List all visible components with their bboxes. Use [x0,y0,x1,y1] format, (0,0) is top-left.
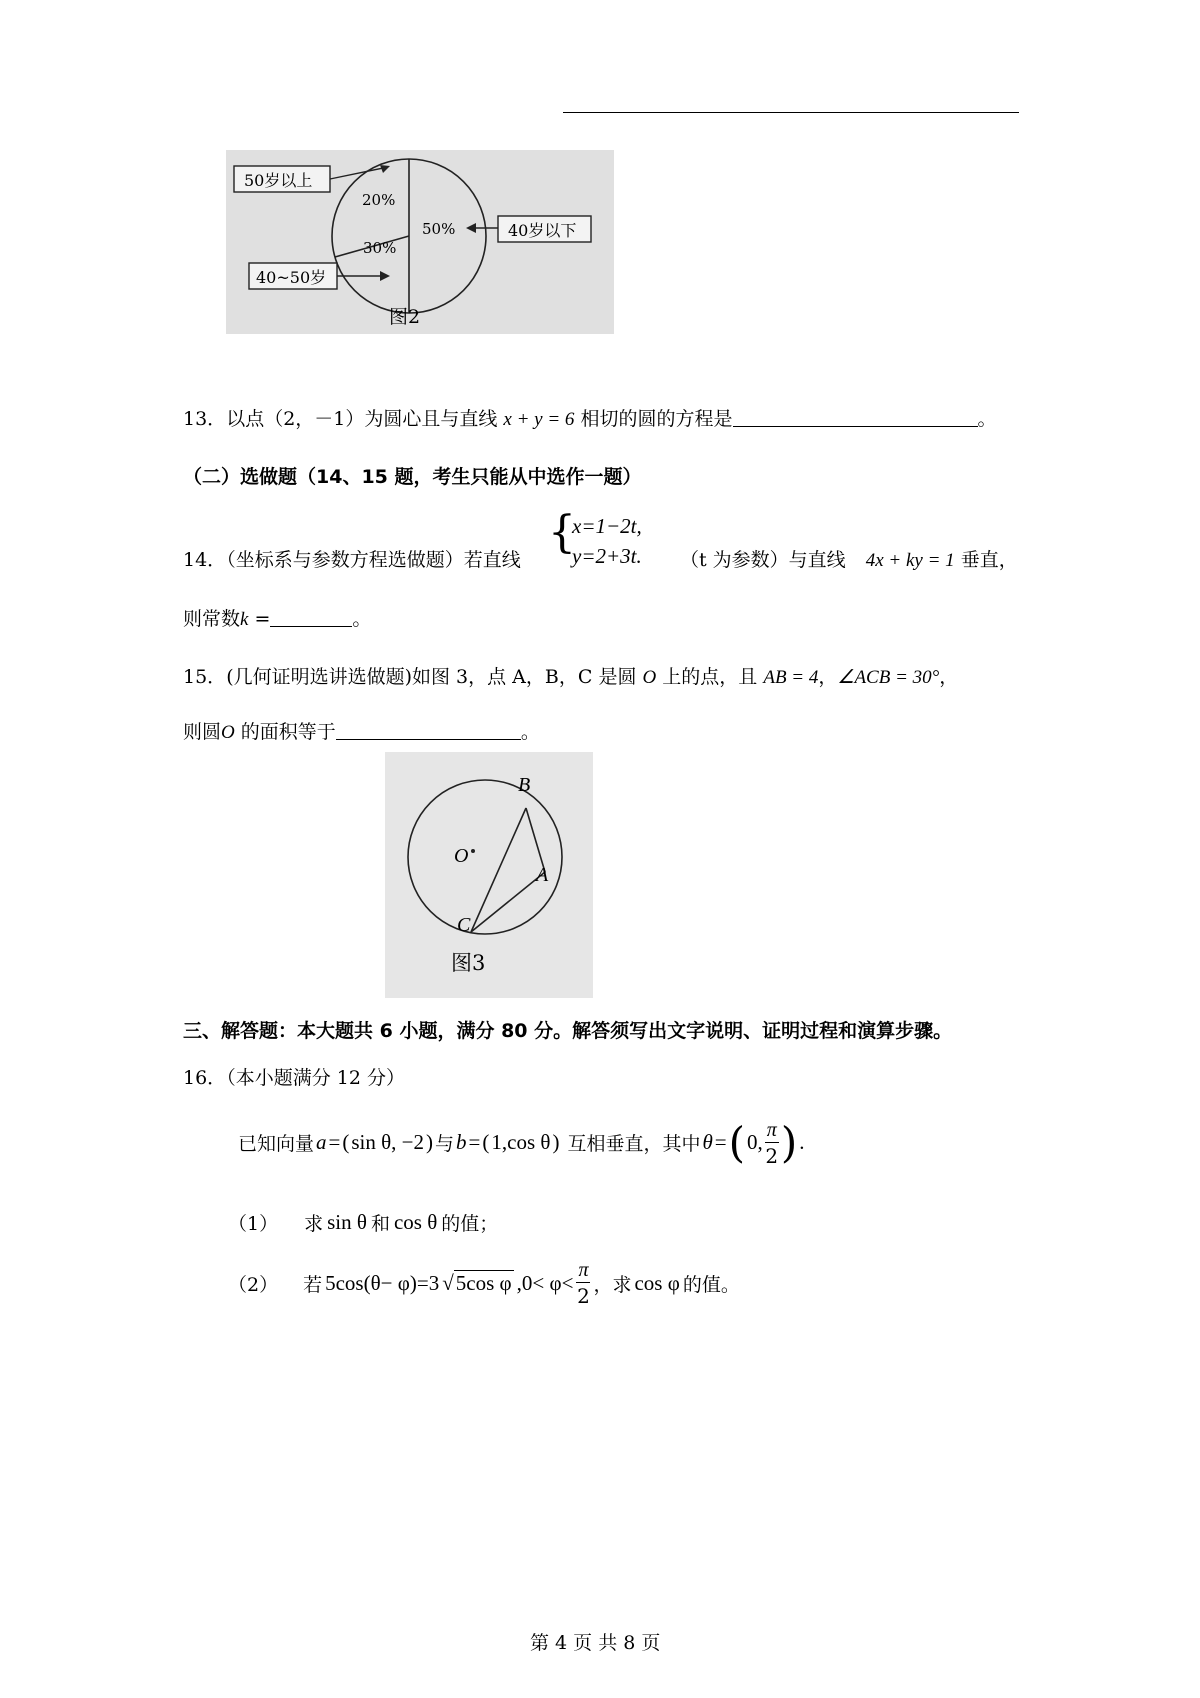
q14-answer-blank[interactable] [270,608,352,627]
q14-k: k [240,609,249,630]
q14-end: 。 [352,608,372,630]
question-14-line2 [183,604,371,631]
q16-eq3: = [714,1130,727,1154]
point-b-label: B [518,774,531,796]
q16-part1-text: 求 [304,1213,324,1235]
section-3-heading: 三、解答题：本大题共 6 小题，满分 80 分。解答须写出文字说明、证明过程和演算步骤。 [183,1020,953,1042]
q15-o2: O [221,722,235,743]
figure-3-svg [385,752,593,998]
q16-given-prefix: 已知向量 [238,1133,315,1155]
pct-50: 50% [422,220,456,238]
q16-a-paren-open: ( [342,1130,350,1154]
q15-line2-prefix: 则圆 [183,721,222,743]
page-footer: 第 4 页 共 8 页 [530,1632,661,1654]
q16-a-paren-close: ) [426,1130,434,1154]
q13-prefix: 以点（2，－1）为圆心且与直线 [226,408,498,430]
question-14-system [548,507,688,572]
figure-2 [226,150,614,334]
q16-eq2: = [468,1130,481,1154]
point-o-label: O [454,845,469,867]
q16-part1-cos: cos θ [393,1210,438,1234]
q16-interval-left: 0, [747,1130,763,1154]
q15-ab: AB = 4 [763,667,819,688]
label-40-50: 40~50岁 [256,268,327,287]
figure-3-caption: 图3 [451,951,486,975]
q16-b-vec: b [456,1130,467,1154]
q16-eq1: = [328,1130,341,1154]
q13-expr: x + y = 6 [503,409,575,430]
q14-prefix: （坐标系与参数方程选做题）若直线 [226,549,521,571]
q16-a-val: sin θ, −2 [351,1130,425,1154]
circle-o [408,780,562,934]
q16-b-paren-close: ) [552,1130,560,1154]
q16-theta: θ [702,1130,713,1154]
brace: { [548,507,576,558]
q15-end: 。 [520,721,540,743]
question-14-line1-right [680,545,1018,572]
q15-comma2: ， [939,666,959,688]
q16-b-val: 1,cos θ [491,1130,551,1154]
q16-part2-cos: cos φ [634,1270,680,1295]
question-15-line2 [183,717,540,744]
label-under-40: 40岁以下 [508,221,577,240]
q16-period: . [799,1130,805,1154]
q16-a-vec: a [316,1130,327,1154]
q15-line2-suffix: 的面积等于 [240,721,336,743]
question-16-header [183,1063,405,1090]
figure-3 [385,752,593,998]
q14-system-line2: y=2+3t. [572,544,642,568]
q16-b-paren-open: ( [482,1130,490,1154]
q15-text1: (几何证明选讲选做题)如图 3，点 A，B，C 是圆 [226,666,637,688]
question-14-line1 [183,545,521,572]
q16-part2-comma: ，求 [593,1273,632,1296]
q16-part2-expr2: ,0< φ< [516,1270,574,1295]
q16-part2-expr1: 5cos(θ− φ)=3 [325,1270,440,1295]
point-c-label: C [457,914,471,936]
q16-part2-two: 2 [577,1284,590,1308]
figure-2-caption: 图2 [389,306,421,328]
q16-part1-label: （1） [228,1213,279,1235]
question-15-line1 [183,662,958,689]
q16-part2-end: 的值。 [682,1273,740,1296]
q16-part1-sin: sin θ [327,1210,367,1234]
q13-suffix: 相切的圆的方程是 [580,408,733,430]
q14-expr: 4x + ky = 1 [865,550,955,571]
point-a-label: A [536,864,549,886]
q14-param-note: （t 为参数）与直线 [680,549,846,571]
section-optional-heading: （二）选做题（14、15 题，考生只能从中选作一题） [183,466,642,488]
q16-part2-text: 若 [303,1273,323,1296]
q14-line2-prefix: 则常数 [183,608,241,630]
q16-part1-and: 和 [370,1213,390,1235]
q16-interval-open: ( [728,1118,746,1167]
q13-number: 13． [183,408,227,430]
q16-number: 16． [183,1067,227,1089]
q16-part2-label: （2） [228,1273,279,1296]
q14-number: 14． [183,549,227,571]
q16-pi-over-2 [765,1120,779,1166]
q16-part2-pi-over-2 [576,1260,590,1306]
question-13 [183,404,997,431]
q16-part1-end: 的值； [441,1213,499,1235]
q16-points: （本小题满分 12 分） [226,1067,405,1089]
question-16-given [238,1118,804,1167]
q16-sqrt-sign: √ [442,1270,454,1295]
q16-part2-sqrt: 5cos φ [455,1271,512,1295]
q16-two: 2 [765,1143,779,1168]
q15-comma: ， [818,666,838,688]
q16-mutual: 互相垂直，其中 [567,1133,701,1155]
center-dot [471,849,475,853]
q15-o: O [642,667,657,688]
q15-angle: ∠ACB = 30° [837,667,940,688]
q16-with: 与 [435,1133,455,1155]
q16-interval-close: ) [780,1118,798,1167]
q16-part2-pi: π [578,1259,589,1281]
pct-20: 20% [362,191,396,209]
q15-answer-blank[interactable] [336,721,521,740]
q14-system-line1: x=1−2t, [572,514,642,538]
triangle-abc [471,808,545,932]
question-16-part2 [228,1260,740,1306]
label-over-50: 50岁以上 [244,171,313,190]
q14-suffix: 垂直， [960,549,1018,571]
q15-number: 15． [183,666,227,688]
q14-eq: = [254,608,271,630]
q16-pi: π [766,1118,777,1141]
top-rule [563,112,1019,113]
q13-end: 。 [977,408,997,430]
question-16-part1 [228,1209,498,1236]
q15-text2: 上的点，且 [662,666,758,688]
pct-30: 30% [363,239,397,257]
q13-answer-blank[interactable] [733,408,978,427]
